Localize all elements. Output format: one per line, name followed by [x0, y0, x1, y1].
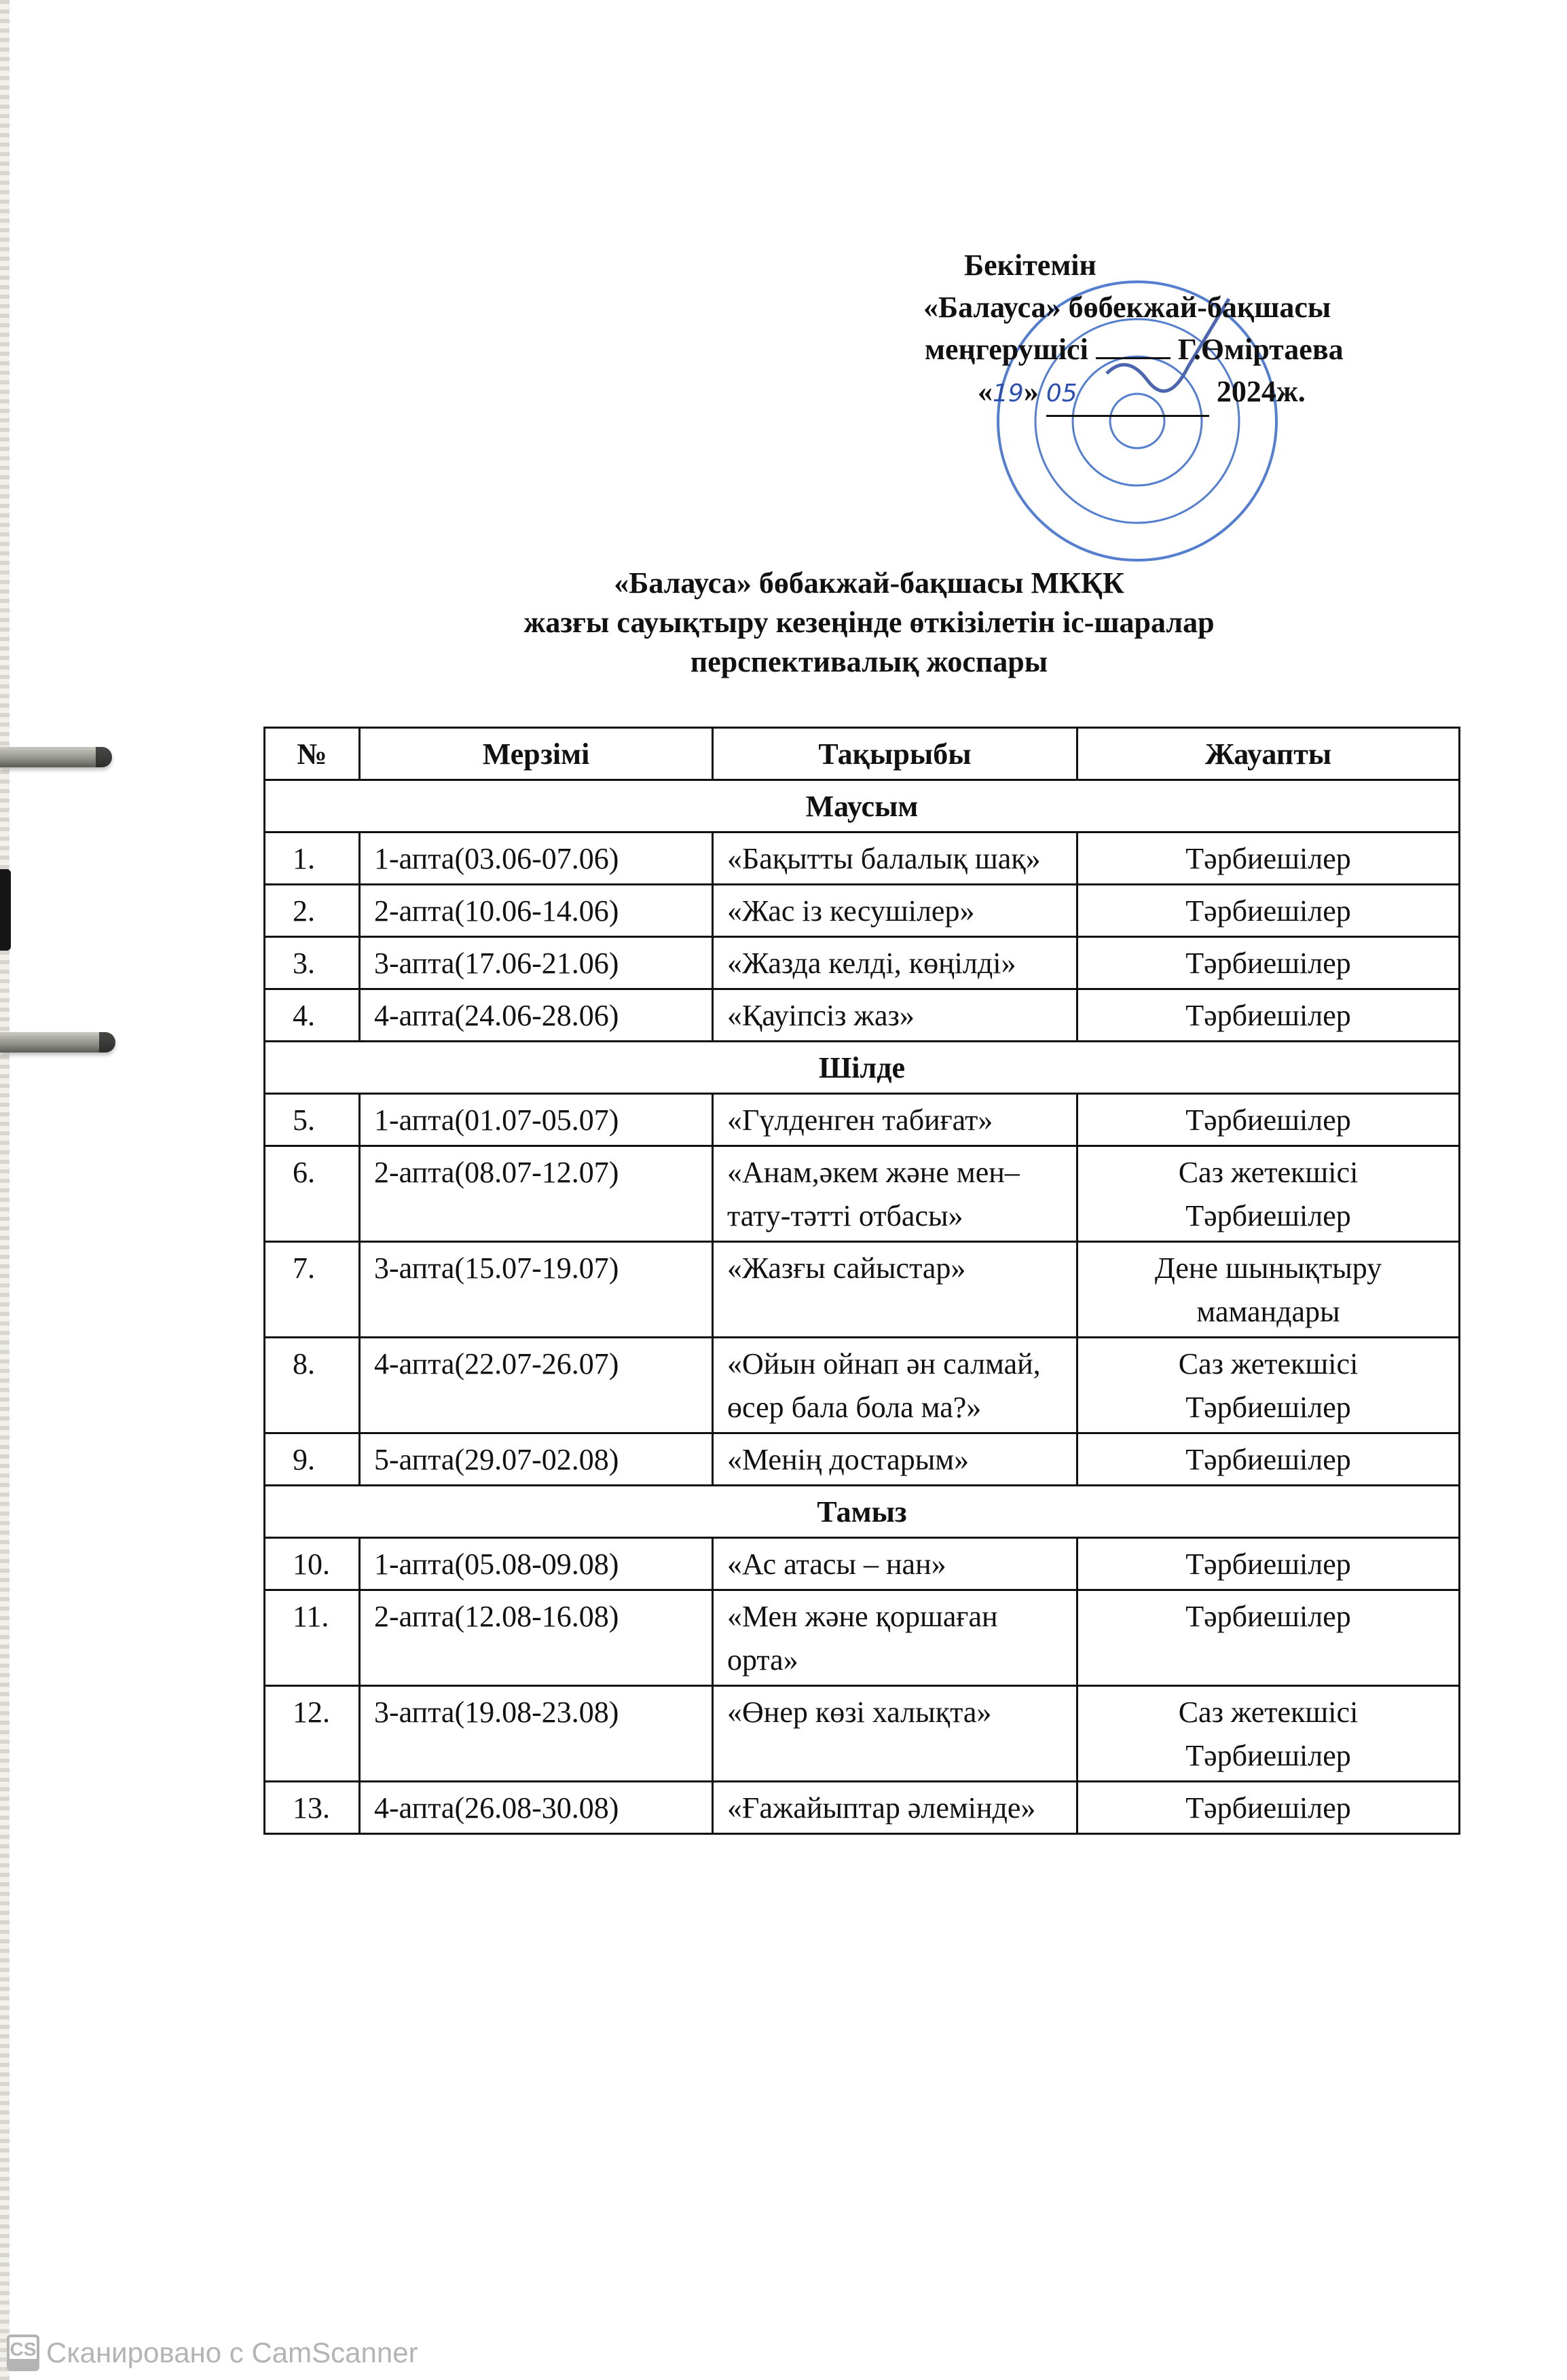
row-topic: «Жазда келді, көңілді»	[713, 937, 1077, 989]
table-row	[265, 1094, 1460, 1146]
row-topic: «Жазғы сайыстар»	[713, 1242, 1077, 1338]
row-responsible	[1077, 1686, 1460, 1782]
row-period: 3-апта(15.07-19.07)	[360, 1242, 713, 1338]
approval-role: меңгерушісі	[925, 333, 1088, 366]
responsible-entry: Тәрбиешілер	[1185, 1739, 1351, 1772]
row-number: 2.	[265, 885, 360, 937]
row-number: 5.	[265, 1094, 360, 1146]
row-responsible	[1077, 1094, 1460, 1146]
row-topic: «Анам,әкем және мен–тату-тәтті отбасы»	[713, 1146, 1077, 1242]
header-period: Мерзімі	[360, 728, 713, 780]
responsible-entry: Саз жетекшісі	[1178, 1347, 1359, 1380]
camscanner-watermark	[7, 2332, 418, 2373]
month-row	[265, 780, 1460, 832]
month-name: Шілде	[265, 1042, 1460, 1094]
binder-ring-tip	[99, 1032, 115, 1052]
table-row	[265, 1146, 1460, 1242]
title-line-3: перспективалық жоспары	[690, 645, 1048, 678]
date-day: 19	[993, 380, 1024, 407]
row-period: 4-апта(22.07-26.07)	[360, 1338, 713, 1433]
table-row	[265, 1782, 1460, 1834]
row-topic: «Жас із кесушілер»	[713, 885, 1077, 937]
row-period: 4-апта(26.08-30.08)	[360, 1782, 713, 1834]
approval-signatory	[925, 329, 1344, 371]
row-responsible	[1077, 1590, 1460, 1686]
title-line-1: «Балауса» бөбакжай-бақшасы МКҚК	[614, 566, 1124, 600]
camscanner-logo-icon: CS	[7, 2335, 39, 2371]
row-number: 9.	[265, 1433, 360, 1486]
plan-table	[263, 727, 1460, 1835]
approval-heading: Бекітемін	[964, 249, 1096, 282]
responsible-entry: Саз жетекшісі	[1178, 1156, 1359, 1189]
responsible-entry: Тәрбиешілер	[1185, 1791, 1351, 1825]
row-responsible	[1077, 1782, 1460, 1834]
row-period: 1-апта(01.07-05.07)	[360, 1094, 713, 1146]
month-row	[265, 1042, 1460, 1094]
row-responsible	[1077, 1538, 1460, 1590]
responsible-entry: Тәрбиешілер	[1185, 999, 1351, 1032]
responsible-entry: Тәрбиешілер	[1185, 1443, 1351, 1476]
date-year: 2024ж.	[1216, 375, 1306, 408]
row-number: 6.	[265, 1146, 360, 1242]
header-number: №	[265, 728, 360, 780]
row-responsible	[1077, 1338, 1460, 1433]
table-header-row	[265, 728, 1460, 780]
responsible-entry: Саз жетекшісі	[1178, 1696, 1359, 1729]
binder-shadow	[0, 869, 11, 951]
date-open-quote: «	[978, 375, 993, 408]
row-topic: «Ғажайыптар әлемінде»	[713, 1782, 1077, 1834]
row-number: 7.	[265, 1242, 360, 1338]
row-topic: «Бақытты балалық шақ»	[713, 832, 1077, 885]
row-responsible	[1077, 937, 1460, 989]
row-responsible	[1077, 989, 1460, 1042]
binder-ring-top	[0, 747, 112, 767]
row-responsible	[1077, 885, 1460, 937]
binder-ring-bottom	[0, 1032, 115, 1052]
row-responsible	[1077, 1242, 1460, 1338]
header-responsible: Жауапты	[1077, 728, 1460, 780]
table-row	[265, 1590, 1460, 1686]
row-period: 2-апта(10.06-14.06)	[360, 885, 713, 937]
row-number: 3.	[265, 937, 360, 989]
table-row	[265, 937, 1460, 989]
row-number: 1.	[265, 832, 360, 885]
table-row	[265, 1538, 1460, 1590]
approval-date	[978, 371, 1306, 417]
approval-organization: «Балауса» бөбекжай-бақшасы	[923, 291, 1331, 324]
approval-name: Г.Өміртаева	[1177, 333, 1344, 366]
responsible-entry: Тәрбиешілер	[1185, 1199, 1351, 1232]
table-row	[265, 832, 1460, 885]
row-period: 1-апта(05.08-09.08)	[360, 1538, 713, 1590]
row-topic: «Өнер көзі халықта»	[713, 1686, 1077, 1782]
row-period: 2-апта(12.08-16.08)	[360, 1590, 713, 1686]
row-number: 10.	[265, 1538, 360, 1590]
month-name: Тамыз	[265, 1486, 1460, 1538]
signature-line	[1096, 357, 1170, 359]
row-number: 8.	[265, 1338, 360, 1433]
row-period: 1-апта(03.06-07.06)	[360, 832, 713, 885]
row-number: 12.	[265, 1686, 360, 1782]
date-month: 05	[1046, 380, 1077, 407]
table-row	[265, 989, 1460, 1042]
row-topic: «Мен және қоршаған орта»	[713, 1590, 1077, 1686]
responsible-entry: Тәрбиешілер	[1185, 894, 1351, 928]
responsible-entry: Дене шынықтыру мамандары	[1154, 1251, 1382, 1328]
document-title	[272, 564, 1467, 682]
table-row	[265, 1338, 1460, 1433]
row-topic: «Ас атасы – нан»	[713, 1538, 1077, 1590]
table-row	[265, 885, 1460, 937]
responsible-entry: Тәрбиешілер	[1185, 1600, 1351, 1633]
row-number: 13.	[265, 1782, 360, 1834]
watermark-text: Сканировано с CamScanner	[46, 2337, 418, 2368]
row-period: 5-апта(29.07-02.08)	[360, 1433, 713, 1486]
table-row	[265, 1686, 1460, 1782]
table-row	[265, 1242, 1460, 1338]
responsible-entry: Тәрбиешілер	[1185, 1548, 1351, 1581]
responsible-entry: Тәрбиешілер	[1185, 1391, 1351, 1424]
binder-ring-tip	[96, 747, 112, 767]
binder-edge	[0, 0, 10, 2380]
row-topic: «Қауіпсіз жаз»	[713, 989, 1077, 1042]
plan-table-body	[265, 780, 1460, 1834]
month-name: Маусым	[265, 780, 1460, 832]
row-number: 4.	[265, 989, 360, 1042]
row-responsible	[1077, 1146, 1460, 1242]
row-period: 3-апта(17.06-21.06)	[360, 937, 713, 989]
table-row	[265, 1433, 1460, 1486]
date-month-line	[1046, 371, 1209, 417]
date-close-quote: »	[1023, 375, 1039, 408]
responsible-entry: Тәрбиешілер	[1185, 842, 1351, 875]
row-responsible	[1077, 832, 1460, 885]
header-topic: Тақырыбы	[713, 728, 1077, 780]
row-topic: «Ойын ойнап ән салмай, өсер бала бола ма?»	[713, 1338, 1077, 1433]
row-topic: «Менің достарым»	[713, 1433, 1077, 1486]
row-responsible	[1077, 1433, 1460, 1486]
row-topic: «Гүлденген табиғат»	[713, 1094, 1077, 1146]
row-period: 4-апта(24.06-28.06)	[360, 989, 713, 1042]
row-period: 3-апта(19.08-23.08)	[360, 1686, 713, 1782]
responsible-entry: Тәрбиешілер	[1185, 1103, 1351, 1137]
title-line-2: жазғы сауықтыру кезеңінде өткізілетін іс-шаралар	[523, 606, 1215, 639]
row-number: 11.	[265, 1590, 360, 1686]
responsible-entry: Тәрбиешілер	[1185, 947, 1351, 980]
row-period: 2-апта(08.07-12.07)	[360, 1146, 713, 1242]
month-row	[265, 1486, 1460, 1538]
